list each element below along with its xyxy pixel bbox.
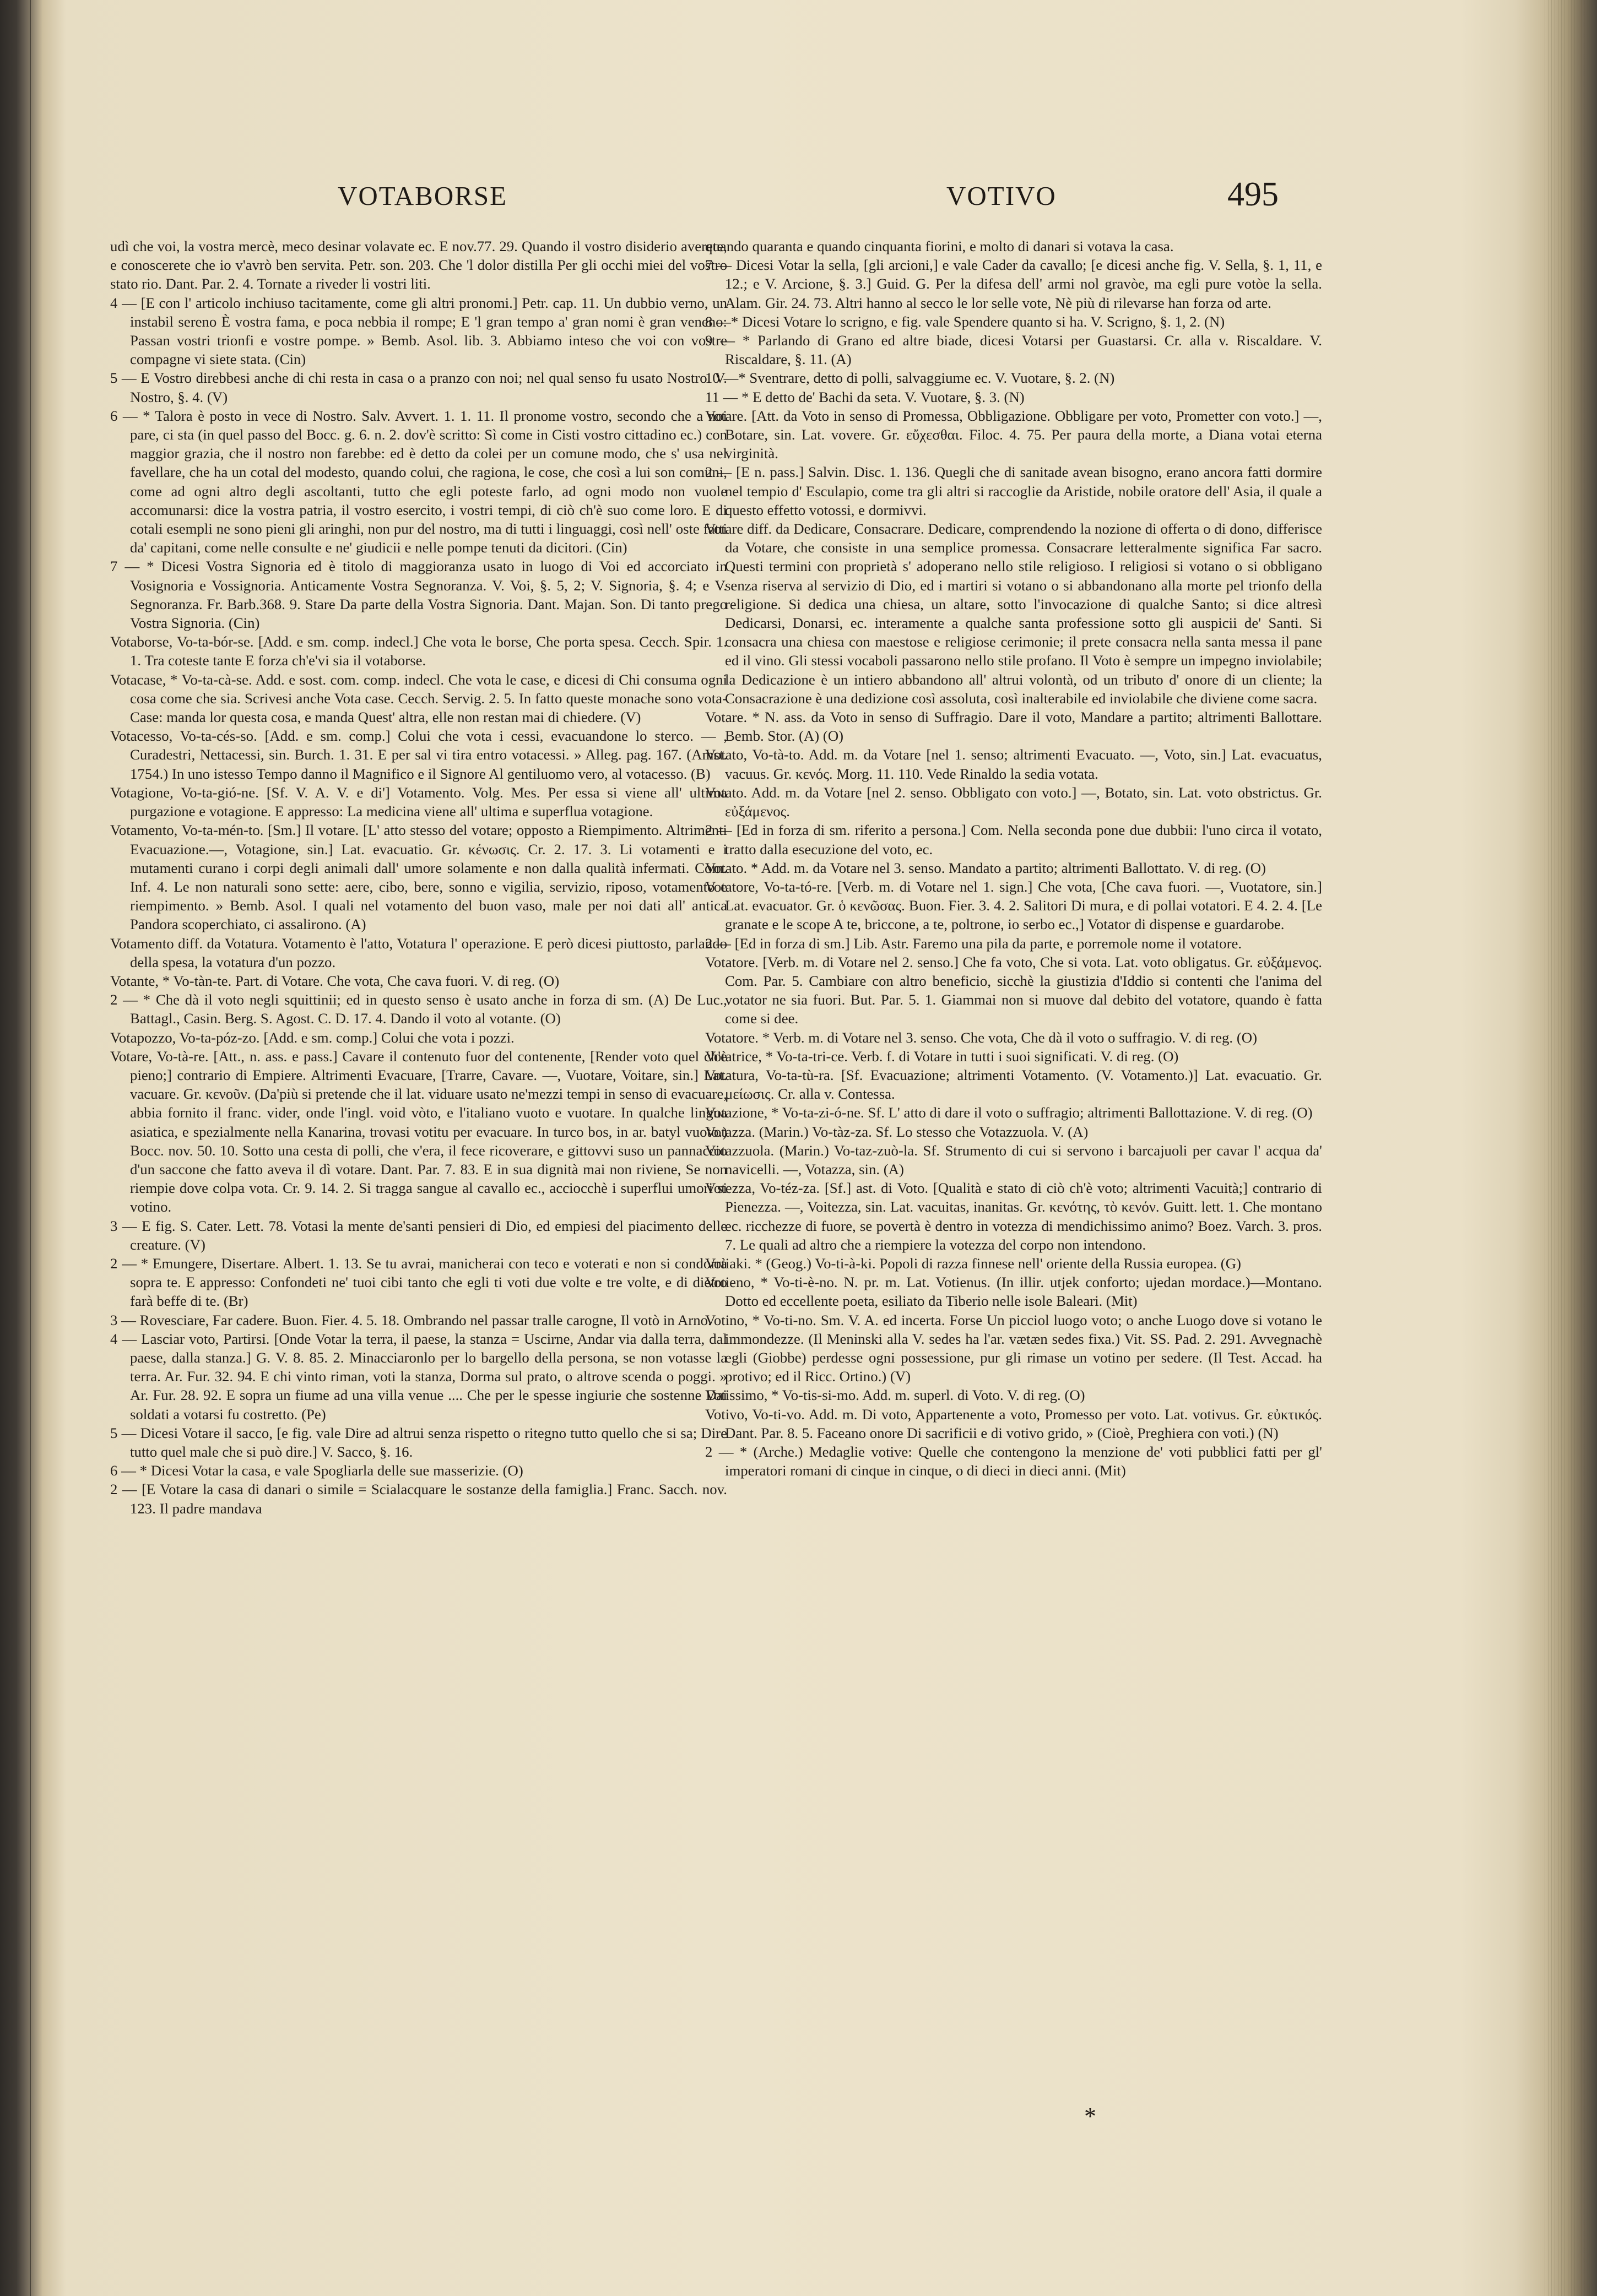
dictionary-entry: Votare, Vo-tà-re. [Att., n. ass. e pass.] Cavare il contenuto fuor del contenente, [Render voto quel ch'è pieno;] contrario di Empiere. Altrimenti Evacuare, [Trarre, Cavare. —, Vuotare, Voitare, sin.] Lat. vacuare. Gr. κενοῦν. (Da'più si pretende che il lat. viduare usato ne'mezzi tempi in senso di evacuare, abbia fornito il franc. vider, onde l'ingl. void vòto, e l'italiano vuoto e vuotare. In qualche lingua asiatica, e spezialmente nella Kanarina, trovasi votitu per evacuare. In turco bos, in ar. batyl vuoto.) Bocc. nov. 50. 10. Sotto una cesta di polli, che v'era, il fece ricoverare, e gittovvi suso un pannaccio d'un saccone che fatto aveva il dì votare. Dant. Par. 7. 83. E in sua dignità mai non riviene, Se non riempie dove colpa vota. Cr. 9. 14. 2. Si tragga sangue al cavallo ec., acciocchè i superflui umori si votino. xyxy=(110,1047,727,1215)
right-column xyxy=(705,237,1322,2175)
dictionary-entry: Votatrice, * Vo-ta-tri-ce. Verb. f. di Votare in tutti i suoi significati. V. di reg. (O) xyxy=(705,1047,1179,1065)
dictionary-entry: Votare. [Att. da Voto in senso di Promessa, Obbligazione. Obbligare per voto, Prometter con voto.] —, Botare, sin. Lat. vovere. Gr. εὔχεσθαι. Filoc. 4. 75. Per paura della morte, a Diana votai eterna virginità. xyxy=(705,407,1322,462)
dictionary-entry: Votatore. * Verb. m. di Votare nel 3. senso. Che vota, Che dà il voto o suffragio. V. di reg. (O) xyxy=(705,1029,1258,1046)
dictionary-entry: 2 — [Ed in forza di sm.] Lib. Astr. Faremo una pila da parte, e porremole nome il votatore. xyxy=(705,935,1242,952)
dictionary-entry: 7 — Dicesi Votar la sella, [gli arcioni,] e vale Cader da cavallo; [e dicesi anche fig. V. Sella, §. 1, 11, e 12.; e V. Arcione, §. 3.] Guid. G. Per la difesa dell' armi nol gravòe, ma egli pure votòe la sella. Alam. Gir. 24. 73. Altri hanno al secco le lor selle vote, Nè più di rilevarse han forza od arte. xyxy=(705,257,1322,311)
dictionary-entry: 3 — E fig. S. Cater. Lett. 78. Votasi la mente de'santi pensieri di Dio, ed empiesi del piacimento delle creature. (V) xyxy=(110,1217,727,1253)
running-head-right: VOTIVO xyxy=(946,181,1057,211)
dictionary-entry: 8 —* Dicesi Votare lo scrigno, e fig. vale Spendere quanto si ha. V. Scrigno, §. 1, 2. (N) xyxy=(705,313,1225,330)
dictionary-entry: Votissimo, * Vo-tis-si-mo. Add. m. superl. di Voto. V. di reg. (O) xyxy=(705,1387,1085,1404)
dictionary-entry: 2 — * (Arche.) Medaglie votive: Quelle che contengono la menzione de' voti pubblici fatti per gl' imperatori romani di cinque in cinque, o di dieci in dieci anni. (Mit) xyxy=(705,1443,1322,1479)
dictionary-entry: Votatore, Vo-ta-tó-re. [Verb. m. di Votare nel 1. sign.] Che vota, [Che cava fuori. —, Vuotatore, sin.] Lat. evacuator. Gr. ὁ κενῶσας. Buon. Fier. 3. 4. 2. Salitori Di mura, e di pollai votatori. E 4. 2. 4. [Le granate e le scope A te, briccone, a te, poltrone, io serbo ec.,] Votator di dispense e guardarobe. xyxy=(705,878,1322,933)
dictionary-entry: 10 —* Sventrare, detto di polli, salvaggiume ec. V. Vuotare, §. 2. (N) xyxy=(705,370,1115,387)
dictionary-entry: 2 — [Ed in forza di sm. riferito a persona.] Com. Nella seconda pone due dubbii: l'uno circa il votato, tratto dalla esecuzione del voto, ec. xyxy=(705,822,1322,857)
dictionary-entry: Votapozzo, Vo-ta-póz-zo. [Add. e sm. comp.] Colui che vota i pozzi. xyxy=(110,1029,515,1046)
dictionary-entry: 5 — Dicesi Votare il sacco, [e fig. vale Dire ad altrui senza rispetto o ritegno tutto quello che si sa; Dire tutto quel male che si può dire.] V. Sacco, §. 16. xyxy=(110,1424,727,1460)
dictionary-entry: Votiaki. * (Geog.) Vo-ti-à-ki. Popoli di razza finnese nell' oriente della Russia europea. (G) xyxy=(705,1255,1241,1272)
dictionary-entry: Votato. * Add. m. da Votare nel 3. senso. Mandato a partito; altrimenti Ballottato. V. di reg. (O) xyxy=(705,859,1266,876)
dictionary-entry: Votante, * Vo-tàn-te. Part. di Votare. Che vota, Che cava fuori. V. di reg. (O) xyxy=(110,972,560,989)
dictionary-entry: udì che voi, la vostra mercè, meco desinar volavate ec. E nov.77. 29. Quando il vostro disiderio averete, e conoscerete che io v'avrò ben servita. Petr. son. 203. Che 'l dolor distilla Per gli occhi miei del vostro stato rio. Dant. Par. 2. 4. Tornate a riveder li vostri liti. xyxy=(110,238,727,292)
dictionary-entry: 2 — * Che dà il voto negli squittinii; ed in questo senso è usato anche in forza di sm. (A) De Luc., Battagl., Casin. Berg. S. Agost. C. D. 17. 4. Dando il voto al votante. (O) xyxy=(110,991,727,1027)
dictionary-entry: Votare. * N. ass. da Voto in senso di Suffragio. Dare il voto, Mandare a partito; altrimenti Ballottare. Bemb. Stor. (A) (O) xyxy=(705,709,1322,745)
dictionary-entry: 7 — * Dicesi Vostra Signoria ed è titolo di maggioranza usato in luogo di Voi ed accorciato in Vosignoria e Vossignoria. Anticamente Vostra Segnoranza. V. Voi, §. 5, 2; V. Signoria, §. 4; e V. Segnoranza. Fr. Barb.368. 9. Stare Da parte della Vostra Signoria. Dant. Majan. Son. Di tanto prego Vostra Signoria. (Cin) xyxy=(110,558,727,632)
dictionary-entry: Votamento, Vo-ta-mén-to. [Sm.] Il votare. [L' atto stesso del votare; opposto a Riempimento. Altrimenti Evacuazione.—, Votagione, sin.] Lat. evacuatio. Gr. κένωσις. Cr. 2. 17. 3. Li votamenti e i mutamenti curano i corpi degli animali dall' umore solamente e non dalla qualità infermati. Com. Inf. 4. Le non naturali sono sette: aere, cibo, bere, sonno e vigilia, servizio, riposo, votamento e riempimento. » Bemb. Asol. I quali nel votamento del buon vaso, male per noi dati all' antica Pandora scoperchiato, ci assalirono. (A) xyxy=(110,822,727,933)
dictionary-entry: Votacesso, Vo-ta-cés-so. [Add. e sm. comp.] Colui che vota i cessi, evacuandone lo sterco. — , Curadestri, Nettacessi, sin. Burch. 1. 31. E per sal vi tira entro votacessi. » Alleg. pag. 167. (Amst. 1754.) In uno istesso Tempo danno il Magnifico e il Signore Al gentiluomo vero, al votacesso. (B) xyxy=(110,728,727,782)
dictionary-entry: quando quaranta e quando cinquanta fiorini, e molto di danari si votava la casa. xyxy=(705,238,1174,254)
end-asterisk: * xyxy=(1084,2103,1096,2130)
dictionary-entry: Votazzuola. (Marin.) Vo-taz-zuò-la. Sf. Strumento di cui si servono i barcajuoli per cavar l' acqua da' navicelli. —, Votazza, sin. (A) xyxy=(705,1142,1322,1177)
dictionary-entry: Votagione, Vo-ta-gió-ne. [Sf. V. A. V. e di'] Votamento. Volg. Mes. Per essa si viene all' ultima purgazione e votagione. E appresso: La medicina viene all' ultima e superflua votagione. xyxy=(110,784,727,820)
dictionary-entry: Votatura, Vo-ta-tù-ra. [Sf. Evacuazione; altrimenti Votamento. (V. Votamento.)] Lat. evacuatio. Gr. μείωσις. Cr. alla v. Contessa. xyxy=(705,1066,1322,1103)
dictionary-entry: Votacase, * Vo-ta-cà-se. Add. e sost. com. comp. indecl. Che vota le case, e dicesi di Chi consuma ogni cosa come che sia. Scrivesi anche Vota case. Cecch. Servig. 2. 5. In fatto queste monache sono vota-Case: manda lor questa cosa, e manda Quest' altra, elle non restan mai di chiedere. (V) xyxy=(110,671,727,726)
dictionary-entry: Votivo, Vo-ti-vo. Add. m. Di voto, Appartenente a voto, Promesso per voto. Lat. votivus. Gr. εὐκτικός. Dant. Par. 8. 5. Faceano onore Di sacrificii e di votivo grido, » (Cioè, Preghiera con voti.) (N) xyxy=(705,1405,1322,1441)
dictionary-entry: 6 — * Talora è posto in vece di Nostro. Salv. Avvert. 1. 1. 11. Il pronome vostro, secondo che a noi pare, ci sta (in quel passo del Bocc. g. 6. n. 2. dov'è scritto: Sì come in Cisti vostro cittadino ec.) con maggior grazia, che il nostro non farebbe: ed è detto da colei per un comune modo, che s' usa nel favellare, che ha un cotal del modesto, quando colui, che ragiona, le cose, che così a lui son comuni, come ad ogni altro degli ascoltanti, tutto che egli poteste farlo, ad ogni modo non vuole accomunarsi: dice la vostra patria, il vostro esercito, i vostri tempi, di ciò ch'è suo come loro. E di cotali esempli ne sono pieni gli aringhi, non pur del nostro, ma di tutti i linguaggi, così nell' oste fatti da' capitani, come nelle consulte e ne' giudicii e nelle pompe tenuti da dicitori. (Cin) xyxy=(110,407,727,556)
dictionary-entry: Votazione, * Vo-ta-zi-ó-ne. Sf. L' atto di dare il voto o suffragio; altrimenti Ballottazione. V. di reg. (O) xyxy=(705,1104,1313,1121)
page-edges xyxy=(1545,0,1597,2296)
dictionary-entry: 6 — * Dicesi Votar la casa, e vale Spogliarla delle sue masserizie. (O) xyxy=(110,1462,523,1479)
dictionary-entry: Votazza. (Marin.) Vo-tàz-za. Sf. Lo stesso che Votazzuola. V. (A) xyxy=(705,1123,1089,1140)
dictionary-entry: 3 — Rovesciare, Far cadere. Buon. Fier. 4. 5. 18. Ombrando nel passar tralle carogne, Il votò in Arno. xyxy=(110,1311,712,1328)
dictionary-page xyxy=(65,51,1552,2281)
dictionary-entry: Votieno, * Vo-ti-è-no. N. pr. m. Lat. Votienus. (In illir. utjek conforto; ujedan mordace.)—Montano. Dotto ed eccellente poeta, esiliato da Tiberio nelle isole Baleari. (Mit) xyxy=(705,1274,1322,1310)
dictionary-entry: Votato, Vo-tà-to. Add. m. da Votare [nel 1. senso; altrimenti Evacuato. —, Voto, sin.] Lat. evacuatus, vacuus. Gr. κενός. Morg. 11. 110. Vede Rinaldo la sedia votata. xyxy=(705,746,1322,782)
dictionary-entry: Votato. Add. m. da Votare [nel 2. senso. Obbligato con voto.] —, Botato, sin. Lat. voto obstrictus. Gr. εὐξάμενος. xyxy=(705,784,1322,820)
left-column xyxy=(110,237,727,2175)
running-head-left: VOTABORSE xyxy=(338,181,508,211)
dictionary-entry: 4 — [E con l' articolo inchiuso tacitamente, come gli altri pronomi.] Petr. cap. 11. Un dubbio verno, un instabil sereno È vostra fama, e poca nebbia il rompe; E 'l gran tempo a' gran nomi è gran veneno: Passan vostri trionfi e vostre pompe. » Bemb. Asol. lib. 3. Abbiamo inteso che voi con vostre compagne vi siete stata. (Cin) xyxy=(110,294,727,368)
dictionary-entry: 5 — E Vostro direbbesi anche di chi resta in casa o a pranzo con noi; nel qual senso fu usato Nostro. V. Nostro, §. 4. (V) xyxy=(110,370,727,405)
page-number: 495 xyxy=(1227,176,1279,213)
dictionary-entry: 11 — * E detto de' Bachi da seta. V. Vuotare, §. 3. (N) xyxy=(705,388,1025,405)
dictionary-entry: Votare diff. da Dedicare, Consacrare. Dedicare, comprendendo la nozione di offerta o di dono, differisce da Votare, che consiste in una semplice promessa. Consacrare letteralmente significa Far sacro. Questi termini con proprietà s' adoperano nello stile religioso. I religiosi si votano o si obbligano senza riserva al servizio di Dio, ed i martiri si votano o si abbandonano alla morte pel trionfo della religione. Si dedica una chiesa, un altare, sotto l'invocazione di qualche Santo; si dice altresì Dedicarsi, Donarsi, ec. interamente a qualche santa professione sotto gli auspicii de' Santi. Si consacra una chiesa con maestose e religiose cerimonie; il prete consacra nella santa messa il pane ed il vino. Gli stessi vocaboli passarono nello stile profano. Il Voto è sempre un impegno inviolabile; la Dedicazione è un intiero abbandono all' altrui volontà, od un tributo d' onore di un cliente; la Consacrazione è una dedizione così assoluta, così inalterabile ed inviolabile che diviene come sacra. xyxy=(705,520,1322,707)
dictionary-entry: Votatore. [Verb. m. di Votare nel 2. senso.] Che fa voto, Che si vota. Lat. voto obligatus. Gr. εὐξάμενος. Com. Par. 5. Cambiare con altro beneficio, sicchè la giustizia d'Iddio si contenti che l'anima del votator ne sia fuori. But. Par. 5. 1. Giammai non si muove dal debito del votatore, quando è fatta come si dee. xyxy=(705,953,1322,1027)
dictionary-entry: Votezza, Vo-téz-za. [Sf.] ast. di Voto. [Qualità e stato di ciò ch'è voto; altrimenti Vacuità;] contrario di Pienezza. —, Voitezza, sin. Lat. vacuitas, inanitas. Gr. κενότης, τὸ κενόν. Guitt. lett. 1. Che montano ec. ricchezze di fuore, se povertà è dentro in votezza di mendichissimo animo? Boez. Varch. 3. pros. 7. Le quali ad altro che a riempiere la votezza del corpo non intendono. xyxy=(705,1180,1322,1253)
gutter-shadow xyxy=(30,0,31,2296)
dictionary-entry: 2 — [E n. pass.] Salvin. Disc. 1. 136. Quegli che di sanitade avean bisogno, erano ancora fatti dormire nel tempio d' Esculapio, come tra gli altri si raccoglie da Aristide, nobile oratore dell' Asia, il quale a questo effetto votossi, e dormivvi. xyxy=(705,464,1322,518)
dictionary-entry: Votamento diff. da Votatura. Votamento è l'atto, Votatura l' operazione. E però dicesi piuttosto, parlando della spesa, la votatura d'un pozzo. xyxy=(110,935,727,970)
dictionary-entry: 2 — * Emungere, Disertare. Albert. 1. 13. Se tu avrai, manicherai con teco e voterati e non si condorrà sopra te. E appresso: Confondeti ne' tuoi cibi tanto che egli ti voti due volte e tre volte, e di dietro farà beffe di te. (Br) xyxy=(110,1255,727,1310)
dictionary-entry: 4 — Lasciar voto, Partirsi. [Onde Votar la terra, il paese, la stanza = Uscirne, Andar via dalla terra, dal paese, dalla stanza.] G. V. 8. 85. 2. Minacciaronlo per lo bargello della persona, se non votasse la terra. Ar. Fur. 32. 94. E chi vinto riman, voti la stanza, Dorma sul prato, o altrove scenda o poggi. » Ar. Fur. 28. 92. E sopra un fiume ad una villa venue .... Che per le spesse ingiurie che sostenne Dai soldati a votarsi fu costretto. (Pe) xyxy=(110,1330,727,1423)
dictionary-entry: 2 — [E Votare la casa di danari o simile = Scialacquare le sostanze della famiglia.] Franc. Sacch. nov. 123. Il padre mandava xyxy=(110,1481,727,1517)
dictionary-entry: Votino, * Vo-ti-no. Sm. V. A. ed incerta. Forse Un picciol luogo voto; o anche Luogo dove si votano le immondezze. (Il Meninski alla V. sedes ha l'ar. vætæn sedes fixa.) Vit. SS. Pad. 2. 291. Avvegnachè egli (Giobbe) perdesse ogni possessione, pur gli rimase un votino per sedere. (Il Test. Accad. ha protivo; ed il Ricc. Ortino.) (V) xyxy=(705,1311,1322,1385)
dictionary-entry: 9 — * Parlando di Grano ed altre biade, dicesi Votarsi per Guastarsi. Cr. alla v. Riscaldare. V. Riscaldare, §. 11. (A) xyxy=(705,332,1322,368)
dictionary-entry: Votaborse, Vo-ta-bór-se. [Add. e sm. comp. indecl.] Che vota le borse, Che porta spesa. Cecch. Spir. 1. 1. Tra coteste tante E forza ch'e'vi sia il votaborse. xyxy=(110,633,727,669)
